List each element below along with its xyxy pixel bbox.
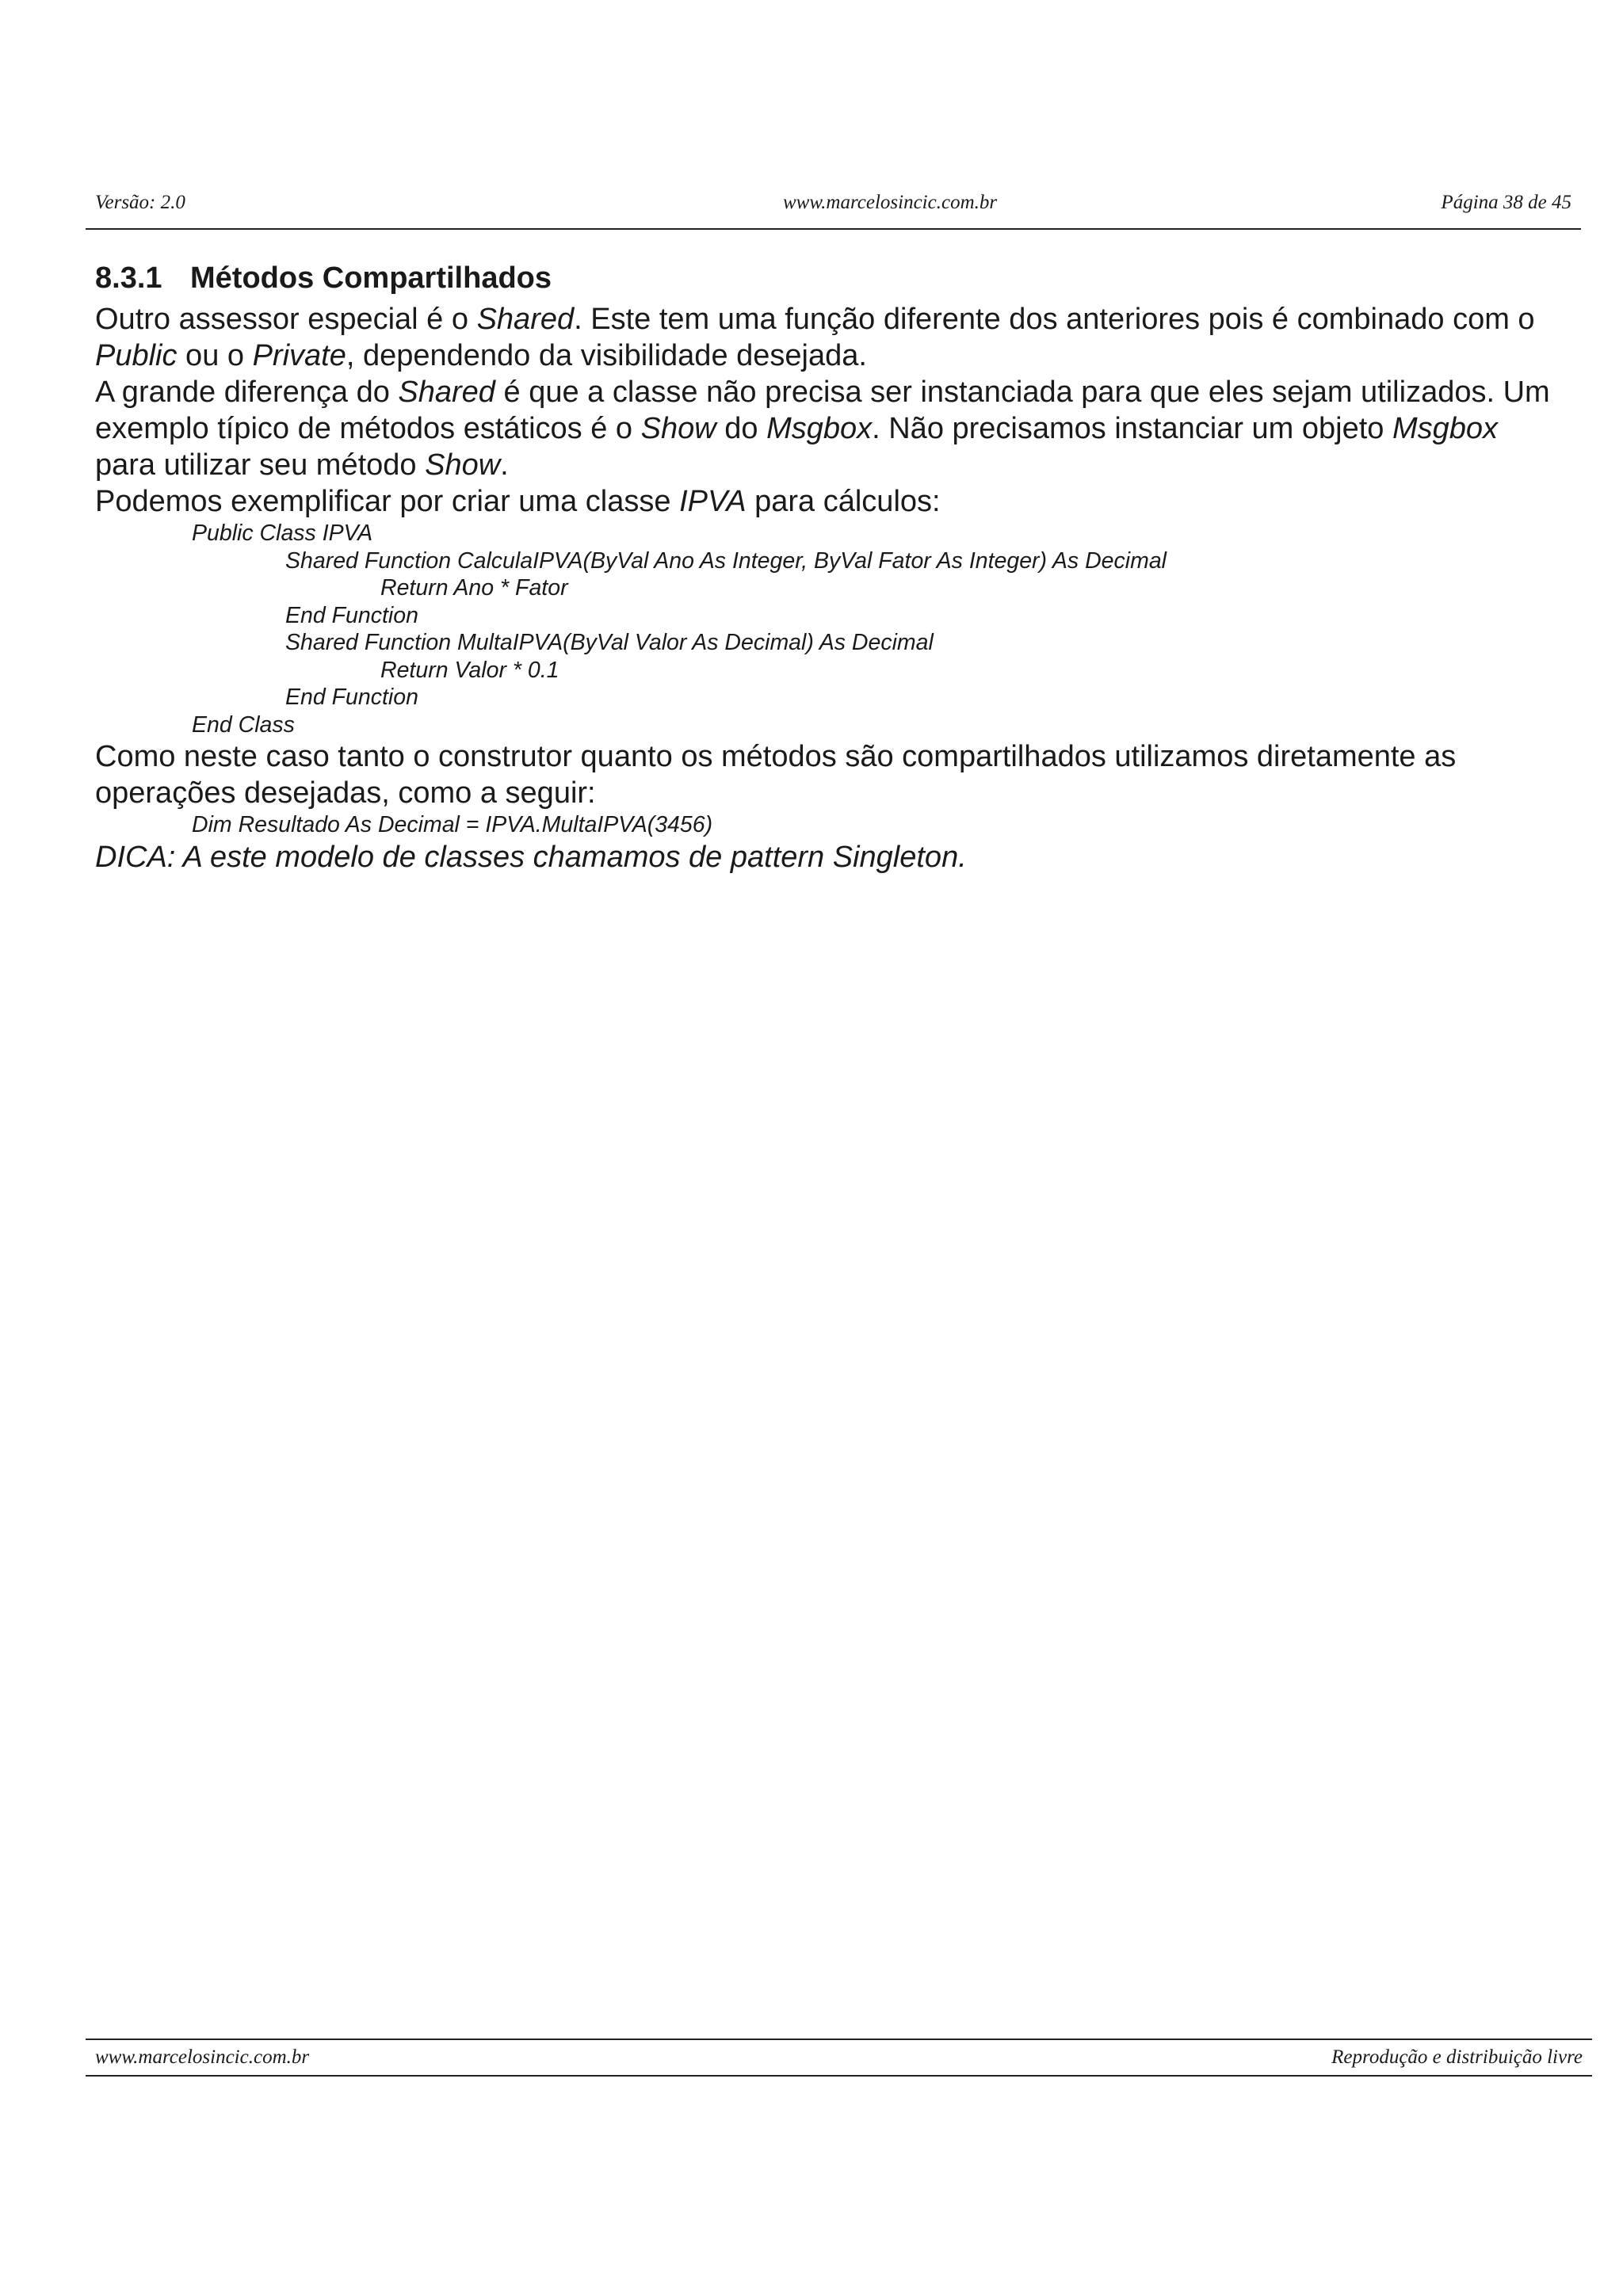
- code-line: Return Ano * Fator: [380, 575, 568, 601]
- text-run: Podemos exemplificar por criar uma classe: [95, 485, 680, 518]
- text-run: . Este tem uma função diferente dos anteriores pois é combinado com o: [574, 303, 1535, 336]
- keyword-ipva: IPVA: [679, 485, 747, 518]
- page-content: [95, 260, 1553, 875]
- keyword-show: Show: [640, 412, 716, 445]
- version-label: Versão: 2.0: [95, 192, 185, 213]
- paragraph-example-intro: [95, 483, 1553, 520]
- section-number: 8.3.1: [95, 261, 162, 295]
- section-heading: [95, 260, 1553, 296]
- keyword-shared: Shared: [398, 376, 495, 409]
- keyword-public: Public: [95, 339, 178, 372]
- code-line: Return Valor * 0.1: [380, 657, 559, 683]
- text-run: para utilizar seu método: [95, 448, 426, 482]
- text-run: Outro assessor especial é o: [95, 303, 477, 336]
- code-line: End Function: [285, 685, 418, 710]
- paragraph-shared-intro: [95, 301, 1553, 374]
- code-line: End Class: [192, 711, 295, 738]
- page-footer: [86, 2039, 1592, 2077]
- page-header: [86, 177, 1581, 230]
- text-run: A grande diferença do: [95, 376, 399, 409]
- keyword-msgbox: Msgbox: [1392, 412, 1499, 445]
- text-run: do: [716, 412, 767, 445]
- keyword-show: Show: [425, 448, 501, 482]
- paragraph-usage: Como neste caso tanto o construtor quanto os métodos são compartilhados utilizamos diretamente as operações desejadas, como a seguir:: [95, 740, 1457, 810]
- tip-note: DICA: A este modelo de classes chamamos de pattern Singleton.: [95, 840, 967, 874]
- footer-license: Reprodução e distribuição livre: [1331, 2046, 1583, 2068]
- code-line-usage: Dim Resultado As Decimal = IPVA.MultaIPVA(3456): [192, 812, 713, 837]
- page-number: Página 38 de 45: [1441, 192, 1571, 213]
- text-run: .: [500, 448, 509, 482]
- header-site-url: www.marcelosincic.com.br: [783, 192, 998, 213]
- keyword-shared: Shared: [476, 303, 575, 336]
- code-block-class: [95, 520, 1553, 738]
- keyword-msgbox: Msgbox: [766, 412, 873, 445]
- text-run: é que a classe não precisa ser instanciada para que eles sejam utilizados. Um exemplo típico de métodos estáticos é o: [95, 376, 1550, 445]
- text-run: ou o: [177, 339, 253, 372]
- code-line: Public Class IPVA: [192, 521, 373, 546]
- paragraph-shared-difference: [95, 374, 1553, 483]
- code-line: Shared Function CalculaIPVA(ByVal Ano As Integer, ByVal Fator As Integer) As Decimal: [285, 547, 1167, 574]
- text-run: para cálculos:: [746, 485, 941, 518]
- code-line: End Function: [285, 602, 418, 628]
- text-run: , dependendo da visibilidade desejada.: [346, 339, 867, 372]
- keyword-private: Private: [252, 339, 346, 372]
- text-run: . Não precisamos instanciar um objeto: [872, 412, 1392, 445]
- section-title: Métodos Compartilhados: [190, 261, 552, 295]
- footer-site-url: www.marcelosincic.com.br: [95, 2046, 310, 2068]
- code-line: Shared Function MultaIPVA(ByVal Valor As Decimal) As Decimal: [285, 630, 934, 655]
